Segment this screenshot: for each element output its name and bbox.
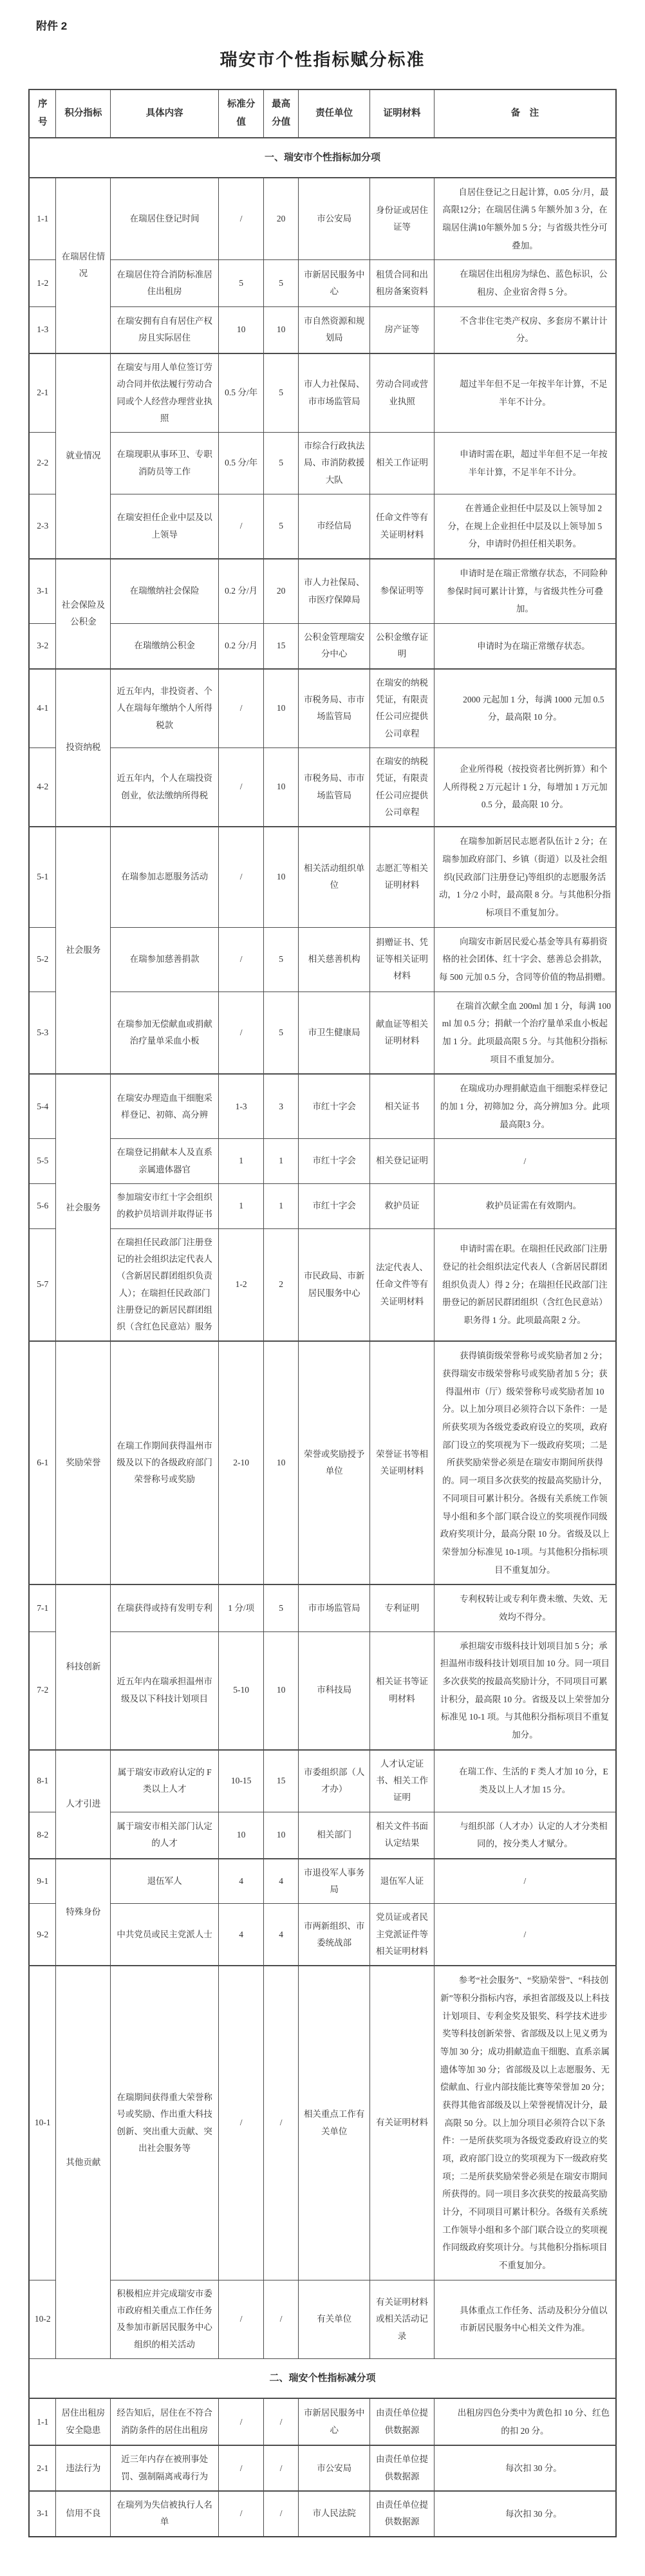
indicator-cell: 居住出租房安全隐患: [56, 2398, 111, 2445]
content-cell: 在瑞期间获得重大荣誉称号或奖励、作出重大科技创新、突出重大贡献、突出社会服务等: [111, 1966, 219, 2280]
content-cell: 近五年内，非投资者、个人在瑞每年缴纳个人所得税款: [111, 669, 219, 748]
content-cell: 在瑞获得或持有发明专利: [111, 1584, 219, 1631]
row-seq-cell: 2-3: [29, 494, 56, 559]
max-score-cell: 10: [264, 1812, 299, 1859]
row-seq-cell: 5-2: [29, 927, 56, 992]
remark-text: 获得镇街级荣誉称号或奖励者加 2 分；获得瑞安市级荣誉称号或奖励者加 5 分；获得温州市（厅）级荣誉称号或奖励者加 10 分。以上加分项目必须符合以下条件：一是所获奖项为各级党委政府设立的奖项，政府部门设立的奖项视为下一级政府奖项；二是所获奖励荣誉必须是在瑞安市期间所获得的。同一项目多次获奖的按最高奖励计分，不同项目可累计积分。各级有关系统工作领导小组和多个部门联合设立的奖项视作同级政府奖项计分，最高分限 10 分。省级及以上荣誉加分标准见 10-1项。与其他积分指标项目不重复加分。: [440, 1351, 610, 1575]
table-body: [29, 138, 616, 2537]
proof-material-cell: 参保证明等: [370, 559, 434, 624]
standard-score-cell: /: [219, 827, 264, 927]
table-header: [29, 89, 616, 138]
table-row: [29, 992, 616, 1074]
remark-cell: [434, 494, 616, 559]
table-row: [29, 1183, 616, 1228]
standard-score-cell: /: [219, 669, 264, 748]
standard-score-cell: 10: [219, 306, 264, 353]
column-header-seq: 序号: [29, 89, 56, 138]
responsible-unit-cell: 市人力社保局、市医疗保障局: [299, 559, 370, 624]
remark-text: 具体重点工作任务、活动及积分分值以市新居民服务中心相关文件为准。: [460, 2305, 608, 2333]
indicator-cell: 特殊身份: [56, 1859, 111, 1966]
max-score-cell: 5: [264, 494, 299, 559]
proof-material-cell: 献血证等相关证明材料: [370, 992, 434, 1074]
remark-text: 向瑞安市新居民爱心基金等具有募捐资格的社会团体、红十字会、慈善总会捐款，每 500 元加 0.5 分，含同等价值的物品捐赠。: [439, 936, 611, 982]
content-cell: 在瑞安与用人单位签订劳动合同并依法履行劳动合同或个人经营办理营业执照: [111, 353, 219, 433]
remark-text: /: [523, 1930, 527, 1940]
table-row: [29, 1631, 616, 1750]
responsible-unit-cell: 市红十字会: [299, 1074, 370, 1139]
proof-material-cell: 在瑞安的纳税凭证，有限责任公司应提供公司章程: [370, 748, 434, 827]
remark-cell: [434, 2398, 616, 2445]
standard-score-cell: /: [219, 2445, 264, 2491]
remark-cell: [434, 992, 616, 1074]
remark-cell: [434, 1183, 616, 1228]
remark-text: 超过半年但不足一年按半年计算，不足半年不计分。: [460, 379, 608, 407]
responsible-unit-cell: 市税务局、市市场监管局: [299, 669, 370, 748]
max-score-cell: 5: [264, 1584, 299, 1631]
table-row: [29, 669, 616, 748]
standard-score-cell: 1 分/项: [219, 1584, 264, 1631]
content-cell: 经告知后，居住在不符合消防条件的居住出租房: [111, 2398, 219, 2445]
table-row: [29, 2398, 616, 2445]
row-seq-cell: 10-2: [29, 2280, 56, 2358]
max-score-cell: 10: [264, 306, 299, 353]
row-seq-cell: 5-6: [29, 1183, 56, 1228]
responsible-unit-cell: 相关活动组织单位: [299, 827, 370, 927]
standard-score-cell: 4: [219, 1904, 264, 1966]
table-row: [29, 748, 616, 827]
table-row: [29, 1341, 616, 1584]
row-seq-cell: 9-1: [29, 1859, 56, 1904]
responsible-unit-cell: 市科技局: [299, 1631, 370, 1750]
remark-text: 出租房四色分类中为黄色扣 10 分、红色的扣 20 分。: [457, 2408, 610, 2436]
standard-score-cell: 1-3: [219, 1074, 264, 1139]
responsible-unit-cell: 市税务局、市市场监管局: [299, 748, 370, 827]
indicator-cell: 在瑞居住情况: [56, 178, 111, 353]
max-score-cell: /: [264, 1966, 299, 2280]
proof-material-cell: 公积金缴存证明: [370, 624, 434, 669]
max-score-cell: 4: [264, 1904, 299, 1966]
max-score-cell: 10: [264, 748, 299, 827]
proof-material-cell: 法定代表人、任命文件等有关证明材料: [370, 1228, 434, 1341]
responsible-unit-cell: 市公安局: [299, 2445, 370, 2491]
content-cell: 在瑞现职从事环卫、专职消防员等工作: [111, 433, 219, 494]
responsible-unit-cell: 市退役军人事务局: [299, 1859, 370, 1904]
table-row: [29, 927, 616, 992]
proof-material-cell: 由责任单位提供数据源: [370, 2491, 434, 2537]
proof-material-cell: 相关文件书面认定结果: [370, 1812, 434, 1859]
max-score-cell: 10: [264, 827, 299, 927]
max-score-cell: 15: [264, 624, 299, 669]
standard-score-cell: /: [219, 1966, 264, 2280]
remark-cell: [434, 1584, 616, 1631]
standard-score-cell: /: [219, 992, 264, 1074]
proof-material-cell: 由责任单位提供数据源: [370, 2398, 434, 2445]
proof-material-cell: 劳动合同或营业执照: [370, 353, 434, 433]
section-band-label: 二、瑞安个性指标减分项: [29, 2359, 616, 2399]
table-row: [29, 1750, 616, 1812]
row-seq-cell: 3-1: [29, 2491, 56, 2537]
proof-material-cell: 房产证等: [370, 306, 434, 353]
page-title: 瑞安市个性指标赋分标准: [220, 50, 425, 70]
attachment-label: 附件 2: [36, 20, 68, 32]
table-row: [29, 1074, 616, 1139]
standard-score-cell: /: [219, 748, 264, 827]
table-row: [29, 559, 616, 624]
proof-material-cell: 相关工作证明: [370, 433, 434, 494]
table-row: [29, 1859, 616, 1904]
remark-cell: [434, 1631, 616, 1750]
table-row: [29, 827, 616, 927]
table-row: [29, 1228, 616, 1341]
remark-text: 申请时需在职。在瑞担任民政部门注册登记的社会组织法定代表人（含新居民群团组织负责人）得 2 分；在瑞担任民政部门注册登记的新居民群团组织（含红色民意站）职务得 1 分。此项最高限 2 分。: [442, 1244, 608, 1326]
remark-cell: [434, 433, 616, 494]
remark-cell: [434, 353, 616, 433]
table-row: [29, 2280, 616, 2358]
proof-material-cell: 荣誉证书等相关证明材料: [370, 1341, 434, 1584]
indicator-cell: 科技创新: [56, 1584, 111, 1749]
remark-cell: [434, 1859, 616, 1904]
max-score-cell: 10: [264, 1631, 299, 1750]
row-seq-cell: 10-1: [29, 1966, 56, 2280]
table-row: [29, 624, 616, 669]
standard-score-cell: 2-10: [219, 1341, 264, 1584]
row-seq-cell: 1-1: [29, 178, 56, 260]
scoring-table: [28, 89, 617, 2537]
responsible-unit-cell: 市民政局、市新居民服务中心: [299, 1228, 370, 1341]
responsible-unit-cell: 市新居民服务中心: [299, 2398, 370, 2445]
remark-cell: [434, 624, 616, 669]
responsible-unit-cell: 市委组织部（人才办）: [299, 1750, 370, 1812]
max-score-cell: 4: [264, 1859, 299, 1904]
standard-score-cell: /: [219, 494, 264, 559]
responsible-unit-cell: 市公安局: [299, 178, 370, 260]
max-score-cell: 15: [264, 1750, 299, 1812]
standard-score-cell: 5-10: [219, 1631, 264, 1750]
remark-cell: [434, 1966, 616, 2280]
row-seq-cell: 2-1: [29, 353, 56, 433]
responsible-unit-cell: 市新居民服务中心: [299, 260, 370, 306]
remark-cell: [434, 178, 616, 260]
remark-text: 每次扣 30 分。: [505, 2463, 562, 2473]
proof-material-cell: 相关登记证明: [370, 1139, 434, 1184]
responsible-unit-cell: 市市场监管局: [299, 1584, 370, 1631]
responsible-unit-cell: 市人力社保局、市市场监管局: [299, 353, 370, 433]
remark-text: 申请时是在瑞正常缴存状态，不同险种参保时间可累计计算，与省级共性分可叠加。: [446, 569, 608, 614]
standard-score-cell: 0.2 分/月: [219, 559, 264, 624]
standard-score-cell: 10: [219, 1812, 264, 1859]
content-cell: 参加瑞安市红十字会组织的救护员培训并取得证书: [111, 1183, 219, 1228]
table-row: [29, 178, 616, 260]
proof-material-cell: 专利证明: [370, 1584, 434, 1631]
content-cell: 退伍军人: [111, 1859, 219, 1904]
max-score-cell: 10: [264, 669, 299, 748]
content-cell: 在瑞安拥有自有居住产权房且实际居住: [111, 306, 219, 353]
responsible-unit-cell: 市红十字会: [299, 1139, 370, 1184]
max-score-cell: 20: [264, 178, 299, 260]
responsible-unit-cell: 荣誉或奖励授予单位: [299, 1341, 370, 1584]
indicator-cell: 投资纳税: [56, 669, 111, 827]
remark-text: 申请时需在职，超过半年但不足一年按半年计算，不足半年不计分。: [460, 449, 608, 477]
row-seq-cell: 1-1: [29, 2398, 56, 2445]
remark-cell: [434, 827, 616, 927]
table-row: [29, 353, 616, 433]
standard-score-cell: 1: [219, 1139, 264, 1184]
remark-cell: [434, 2280, 616, 2358]
table-row: [29, 1812, 616, 1859]
row-seq-cell: 1-2: [29, 260, 56, 306]
content-cell: 在瑞参加无偿献血或捐献治疗量单采血小板: [111, 992, 219, 1074]
remark-text: 与组织部（人才办）认定的人才分类相同的，按分类人才赋分。: [460, 1821, 608, 1849]
content-cell: 在瑞工作期间获得温州市级及以下的各级政府部门荣誉称号或奖励: [111, 1341, 219, 1584]
max-score-cell: 5: [264, 433, 299, 494]
remark-text: /: [523, 1156, 527, 1166]
row-seq-cell: 8-2: [29, 1812, 56, 1859]
content-cell: 在瑞登记捐献本人及直系亲属遗体器官: [111, 1139, 219, 1184]
proof-material-cell: 相关证书等证明材料: [370, 1631, 434, 1750]
row-seq-cell: 4-1: [29, 669, 56, 748]
content-cell: 在瑞居住登记时间: [111, 178, 219, 260]
proof-material-cell: 志愿汇等相关证明材料: [370, 827, 434, 927]
row-seq-cell: 5-3: [29, 992, 56, 1074]
remark-text: 在瑞首次献全血 200ml 加 1 分，每满 100ml 加 0.5 分；捐献一个治疗量单采血小板起加 1 分。此项最高限 5 分。与其他积分指标项目不重复加分。: [442, 1001, 612, 1064]
max-score-cell: 20: [264, 559, 299, 624]
standard-score-cell: 1-2: [219, 1228, 264, 1341]
remark-text: 在瑞居住出租房为绿色、蓝色标识，公租房、企业宿舍得 5 分。: [460, 269, 608, 297]
content-cell: 在瑞居住符合消防标准居住出租房: [111, 260, 219, 306]
remark-cell: [434, 1228, 616, 1341]
max-score-cell: /: [264, 2491, 299, 2537]
content-cell: 在瑞缴纳公积金: [111, 624, 219, 669]
column-header-proof-material: 证明材料: [370, 89, 434, 138]
max-score-cell: /: [264, 2280, 299, 2358]
remark-cell: [434, 1812, 616, 1859]
table-row: [29, 2445, 616, 2491]
column-header-content: 具体内容: [111, 89, 219, 138]
table-row: [29, 1584, 616, 1631]
standard-score-cell: 1: [219, 1183, 264, 1228]
remark-cell: [434, 1074, 616, 1139]
row-seq-cell: 2-1: [29, 2445, 56, 2491]
content-cell: 属于瑞安市政府认定的 F 类以上人才: [111, 1750, 219, 1812]
content-cell: 积极相应并完成瑞安市委市政府相关重点工作任务及参加市新居民服务中心组织的相关活动: [111, 2280, 219, 2358]
column-header-responsible-unit: 责任单位: [299, 89, 370, 138]
responsible-unit-cell: 市经信局: [299, 494, 370, 559]
responsible-unit-cell: 市自然资源和规划局: [299, 306, 370, 353]
remark-cell: [434, 260, 616, 306]
remark-cell: [434, 1341, 616, 1584]
row-seq-cell: 5-1: [29, 827, 56, 927]
row-seq-cell: 7-2: [29, 1631, 56, 1750]
max-score-cell: 1: [264, 1183, 299, 1228]
row-seq-cell: 3-1: [29, 559, 56, 624]
remark-cell: [434, 306, 616, 353]
remark-cell: [434, 2491, 616, 2537]
indicator-cell: 社会保险及公积金: [56, 559, 111, 669]
section-row: [29, 2359, 616, 2399]
standard-score-cell: /: [219, 2491, 264, 2537]
remark-cell: [434, 2445, 616, 2491]
row-seq-cell: 2-2: [29, 433, 56, 494]
content-cell: 在瑞缴纳社会保险: [111, 559, 219, 624]
content-cell: 近五年内在瑞承担温州市级及以下科技计划项目: [111, 1631, 219, 1750]
remark-text: 每次扣 30 分。: [505, 2508, 562, 2519]
max-score-cell: 5: [264, 927, 299, 992]
max-score-cell: 1: [264, 1139, 299, 1184]
row-seq-cell: 7-1: [29, 1584, 56, 1631]
row-seq-cell: 5-4: [29, 1074, 56, 1139]
table-row: [29, 2491, 616, 2537]
remark-cell: [434, 669, 616, 748]
standard-score-cell: /: [219, 178, 264, 260]
indicator-cell: 人才引进: [56, 1750, 111, 1859]
table-row: [29, 1966, 616, 2280]
proof-material-cell: 有关证明材料或相关活动记录: [370, 2280, 434, 2358]
row-seq-cell: 8-1: [29, 1750, 56, 1812]
table-row: [29, 494, 616, 559]
column-header-standard-score: 标准分值: [219, 89, 264, 138]
standard-score-cell: 4: [219, 1859, 264, 1904]
section-row: [29, 138, 616, 178]
remark-text: /: [523, 1876, 527, 1886]
proof-material-cell: 在瑞安的纳税凭证，有限责任公司应提供公司章程: [370, 669, 434, 748]
responsible-unit-cell: 公积金管理瑞安分中心: [299, 624, 370, 669]
remark-cell: [434, 1139, 616, 1184]
table-row: [29, 1904, 616, 1966]
responsible-unit-cell: 市两新组织、市委统战部: [299, 1904, 370, 1966]
content-cell: 在瑞安办理造血干细胞采样登记、初筛、高分辨: [111, 1074, 219, 1139]
row-seq-cell: 5-5: [29, 1139, 56, 1184]
proof-material-cell: 身份证或居住证等: [370, 178, 434, 260]
standard-score-cell: /: [219, 2280, 264, 2358]
remark-text: 承担瑞安市级科技计划项目加 5 分；承担温州市级科技计划项目加 10 分。同一项目多次获奖的按最高奖励计分，不同项目可累计积分，最高限 10 分。省级及以上荣誉加分标准见 10-1 项。与其他积分指标项目不重复加分。: [440, 1641, 610, 1740]
remark-text: 在瑞工作、生活的 F 类人才加 10 分，E 类及以上人才加 15 分。: [458, 1767, 608, 1795]
content-cell: 在瑞安担任企业中层及以上领导: [111, 494, 219, 559]
standard-score-cell: 5: [219, 260, 264, 306]
standard-score-cell: /: [219, 927, 264, 992]
max-score-cell: 3: [264, 1074, 299, 1139]
responsible-unit-cell: 相关慈善机构: [299, 927, 370, 992]
column-header-max-score: 最高分值: [264, 89, 299, 138]
max-score-cell: 5: [264, 992, 299, 1074]
row-seq-cell: 4-2: [29, 748, 56, 827]
row-seq-cell: 6-1: [29, 1341, 56, 1584]
max-score-cell: /: [264, 2398, 299, 2445]
max-score-cell: 10: [264, 1341, 299, 1584]
table-row: [29, 306, 616, 353]
proof-material-cell: 捐赠证书、凭证等相关证明材料: [370, 927, 434, 992]
responsible-unit-cell: 相关部门: [299, 1812, 370, 1859]
max-score-cell: 5: [264, 260, 299, 306]
responsible-unit-cell: 相关重点工作有关单位: [299, 1966, 370, 2280]
indicator-cell: 其他贡献: [56, 1966, 111, 2358]
indicator-cell: 违法行为: [56, 2445, 111, 2491]
max-score-cell: 2: [264, 1228, 299, 1341]
indicator-cell: 奖励荣誉: [56, 1341, 111, 1584]
proof-material-cell: 由责任单位提供数据源: [370, 2445, 434, 2491]
responsible-unit-cell: 市人民法院: [299, 2491, 370, 2537]
max-score-cell: 5: [264, 353, 299, 433]
remark-text: 在瑞成功办理捐献造血干细胞采样登记的加 1 分，初筛加2 分，高分辨加3 分。此项最高限3 分。: [440, 1084, 610, 1129]
table-row: [29, 1139, 616, 1184]
content-cell: 在瑞担任民政部门注册登记的社会组织法定代表人（含新居民群团组织负责人）；在瑞担任民政部门注册登记的新居民群团组织（含红色民意站）服务: [111, 1228, 219, 1341]
indicator-cell: 就业情况: [56, 353, 111, 559]
standard-score-cell: 0.5 分/年: [219, 433, 264, 494]
proof-material-cell: 退伍军人证: [370, 1859, 434, 1904]
row-seq-cell: 3-2: [29, 624, 56, 669]
remark-text: 不含非住宅类产权房、多套房不累计计分。: [460, 315, 608, 344]
indicator-cell: 社会服务: [56, 1074, 111, 1341]
standard-score-cell: 0.5 分/年: [219, 353, 264, 433]
row-seq-cell: 5-7: [29, 1228, 56, 1341]
remark-text: 专利权转让或专利年费未缴、失效、无效均不得分。: [460, 1594, 608, 1622]
max-score-cell: /: [264, 2445, 299, 2491]
content-cell: 中共党员或民主党派人士: [111, 1904, 219, 1966]
content-cell: 在瑞列为失信被执行人名单: [111, 2491, 219, 2537]
column-header-remark: 备 注: [434, 89, 616, 138]
proof-material-cell: 租赁合同和出租房备案资料: [370, 260, 434, 306]
row-seq-cell: 1-3: [29, 306, 56, 353]
section-band-label: 一、瑞安市个性指标加分项: [29, 138, 616, 178]
proof-material-cell: 救护员证: [370, 1183, 434, 1228]
remark-text: 在瑞参加新居民志愿者队伍计 2 分；在瑞参加政府部门、乡镇（街道）以及社会组织(民政部门注册登记)等组织的志愿服务活动，1 分/2 小时，最高限 8 分。与其他积分指标项目不重复加分。: [438, 836, 611, 917]
standard-score-cell: 0.2 分/月: [219, 624, 264, 669]
responsible-unit-cell: 有关单位: [299, 2280, 370, 2358]
column-header-indicator: 积分指标: [56, 89, 111, 138]
proof-material-cell: 相关证书: [370, 1074, 434, 1139]
responsible-unit-cell: 市综合行政执法局、市消防救援大队: [299, 433, 370, 494]
standard-score-cell: 10-15: [219, 1750, 264, 1812]
remark-text: 在普通企业担任中层及以上领导加 2 分，在规上企业担任中层及以上领导加 5 分，申请时仍担任相关职务。: [447, 503, 603, 549]
content-cell: 近五年内，个人在瑞投资创业，依法缴纳所得税: [111, 748, 219, 827]
proof-material-cell: 人才认定证书、相关工作证明: [370, 1750, 434, 1812]
responsible-unit-cell: 市红十字会: [299, 1183, 370, 1228]
proof-material-cell: 任命文件等有关证明材料: [370, 494, 434, 559]
indicator-cell: 社会服务: [56, 827, 111, 1074]
standard-score-cell: /: [219, 2398, 264, 2445]
content-cell: 近三年内存在被刑事处罚、强制隔离戒毒行为: [111, 2445, 219, 2491]
remark-text: 参考“社会服务”、“奖励荣誉”、“科技创新”等积分指标内容，承担省部级及以上科技计划项目、专利金奖及银奖、科学技术进步奖等科技创新荣誉、省部级及以上见义勇为等加 30 分；成功捐献造血干细胞、直系亲属遗体等加 30 分；省部级及以上志愿服务、无偿献血、行业内部技能比赛等荣誉加 20 分；获得其他省部级及以上荣誉视情况计分，最高限 50 分。以上加分项目必须符合以下条件：一是所获奖项为各级党委政府设立的奖项，政府部门设立的奖项视为下一级政府奖项；二是所获奖励荣誉必须是在瑞安市期间所获得的。同一项目多次获奖的按最高奖励计分，不同项目可累计积分。各级有关系统工作领导小组和多个部门联合设立的奖项视作同级政府奖项计分。与其他积分指标项目不重复加分。: [440, 1975, 610, 2271]
table-row: [29, 260, 616, 306]
row-seq-cell: 9-2: [29, 1904, 56, 1966]
remark-cell: [434, 927, 616, 992]
remark-cell: [434, 1904, 616, 1966]
content-cell: 在瑞参加慈善捐款: [111, 927, 219, 992]
remark-text: 2000 元起加 1 分，每满 1000 元加 0.5 分，最高限 10 分。: [463, 694, 604, 722]
proof-material-cell: 有关证明材料: [370, 1966, 434, 2280]
content-cell: 属于瑞安市相关部门认定的人才: [111, 1812, 219, 1859]
remark-text: 救护员证需在有效期内。: [485, 1201, 582, 1211]
indicator-cell: 信用不良: [56, 2491, 111, 2537]
remark-text: 自居住登记之日起计算，0.05 分/月，最高限12分；在瑞居住满 5 年额外加 3 分，在瑞居住满10年额外加 5 分；与省级共性分可叠加。: [442, 187, 609, 250]
remark-text: 申请时为在瑞正常缴存状态。: [477, 641, 590, 651]
responsible-unit-cell: 市卫生健康局: [299, 992, 370, 1074]
remark-text: 企业所得税（按投资者比例折算）和个人所得税 2 万元起计 1 分，每增加 1 万元加 0.5 分，最高限 10 分。: [442, 764, 608, 810]
remark-cell: [434, 1750, 616, 1812]
remark-cell: [434, 748, 616, 827]
remark-cell: [434, 559, 616, 624]
table-row: [29, 433, 616, 494]
content-cell: 在瑞参加志愿服务活动: [111, 827, 219, 927]
proof-material-cell: 党员证或者民主党派证件等相关证明材料: [370, 1904, 434, 1966]
